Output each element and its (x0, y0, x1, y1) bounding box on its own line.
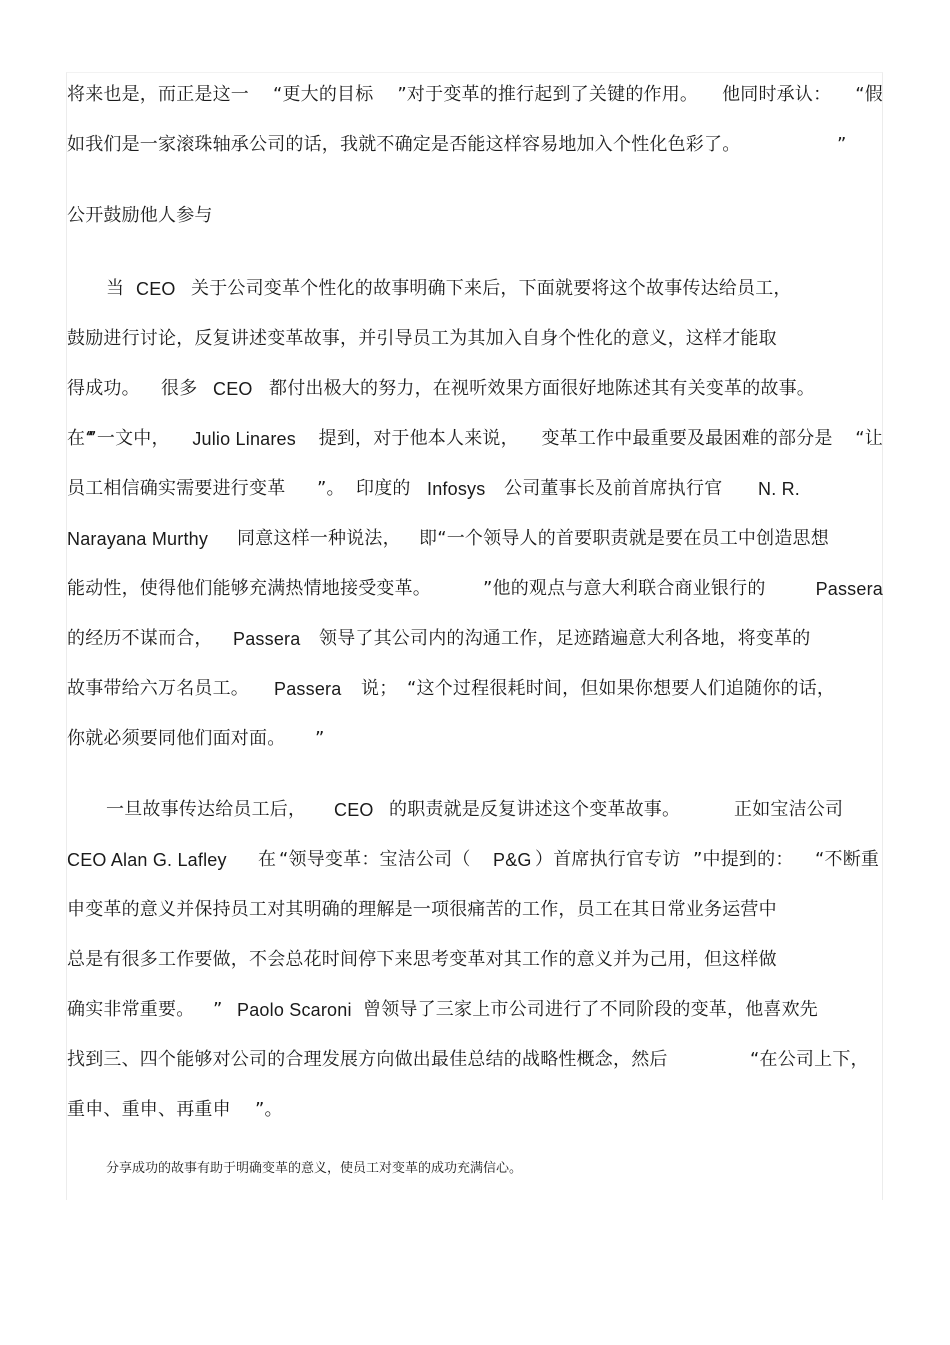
text-segment: Paolo Scaroni (237, 1000, 352, 1020)
text-segment: “让 (855, 428, 883, 449)
text-segment: Julio Linares (192, 429, 296, 449)
text-segment: ”中提到的： (693, 849, 794, 870)
text-segment: 一旦故事传达给员工后， (106, 799, 307, 820)
text-segment: ”。 (317, 478, 345, 499)
text-segment: 员工相信确实需要进行变革 (67, 478, 286, 499)
text-segment: ”对于变革的推行起到了关键的作用。 (397, 84, 699, 105)
text-segment: 重申、重申、再重申 (67, 1099, 231, 1120)
paragraph-2-line-10 (67, 727, 883, 751)
text-segment: 在“ (67, 428, 95, 449)
text-segment: 公司董事长及前首席执行官 (504, 478, 723, 499)
paragraph-3-line-2 (67, 848, 883, 873)
text-segment: 确实非常重要。 (67, 999, 195, 1020)
text-segment: 得成功。 (67, 378, 140, 399)
text-segment: 如我们是一家滚珠轴承公司的话，我就不确定是否能这样容易地加入个性化色彩了。 (67, 134, 741, 155)
text-segment: 你就必须要同他们面对面。 (67, 728, 286, 749)
paragraph-2-line-2 (67, 327, 883, 351)
text-segment: ”他的观点与意大利联合商业银行的 (483, 578, 766, 599)
text-segment: Passera (274, 679, 342, 699)
text-segment: “这个过程很耗时间，但如果你想要人们追随你的话， (407, 678, 836, 699)
text-segment: 即“一个领导人的首要职责就是要在员工中创造思想 (419, 528, 829, 549)
text-segment: 申变革的意义并保持员工对其明确的理解是一项很痛苦的工作，员工在其日常业务运营中 (67, 899, 777, 920)
text-segment: 能动性，使得他们能够充满热情地接受变革。 (67, 578, 431, 599)
text-segment: 总是有很多工作要做，不会总花时间停下来思考变革对其工作的意义并为己用，但这样做 (67, 949, 777, 970)
text-segment: 提到，对于他本人来说， (318, 428, 519, 449)
paragraph-3-line-4 (67, 948, 883, 972)
paragraph-3-line-5 (67, 998, 883, 1022)
text-segment: Narayana Murthy (67, 529, 209, 549)
text-segment: ” (213, 999, 223, 1020)
text-segment: Passera (815, 579, 883, 599)
text-segment: ” (837, 134, 847, 155)
text-segment: 曾领导了三家上市公司进行了不同阶段的变革，他喜欢先 (363, 999, 818, 1020)
text-segment: 鼓励进行讨论，反复讲述变革故事，并引导员工为其加入自身个性化的意义，这样才能取 (67, 328, 777, 349)
text-segment: CEO (213, 379, 253, 399)
text-segment: “不断重 (815, 849, 880, 870)
text-segment: 很多 (161, 378, 198, 399)
text-segment: “更大的目标 (272, 84, 374, 105)
text-segment: 说； (361, 678, 398, 699)
text-segment: P&G (493, 850, 532, 870)
text-segment: CEO (136, 279, 176, 299)
paragraph-3-line-7 (67, 1098, 883, 1122)
text-segment: 的经历不谋而合， (67, 628, 213, 649)
text-segment: 在 (258, 849, 277, 870)
paragraph-2-line-8 (67, 627, 883, 651)
text-segment: Passera (233, 629, 301, 649)
paragraph-2-line-3 (67, 377, 883, 401)
text-segment: CEO Alan G. Lafley (67, 850, 227, 870)
paragraph-1-line-1 (67, 83, 883, 107)
paragraph-1-line-2 (67, 133, 883, 157)
text-segment: “领导变革：宝洁公司（ (279, 849, 471, 870)
text-segment: “在公司上下， (750, 1049, 869, 1070)
text-segment: CEO (334, 800, 374, 820)
text-segment: 同意这样一种说法， (237, 528, 401, 549)
paragraph-2-line-9 (67, 677, 883, 701)
text-segment: 正如宝洁公司 (734, 799, 844, 820)
text-segment: 找到三、四个能够对公司的合理发展方向做出最佳总结的战略性概念，然后 (67, 1049, 668, 1070)
paragraph-3-line-3 (67, 898, 883, 922)
text-segment: 他同时承认： (722, 84, 832, 105)
text-segment: ” (315, 728, 325, 749)
paragraph-3-line-6 (67, 1048, 883, 1072)
text-segment: Infosys (427, 479, 486, 499)
paragraph-2-line-7 (67, 577, 883, 601)
text-segment: ”。 (255, 1099, 283, 1120)
text-segment: 领导了其公司内的沟通工作，足迹踏遍意大利各地，将变革的 (319, 628, 811, 649)
section-heading: 公开鼓励他人参与 (67, 205, 213, 226)
text-segment: N. R. (758, 479, 801, 499)
text-segment: 变革工作中最重要及最困难的部分是 (541, 428, 833, 449)
text-segment: 都付出极大的努力，在视听效果方面很好地陈述其有关变革的故事。 (269, 378, 815, 399)
paragraph-2-line-5 (67, 477, 883, 501)
text-segment: ”一文中， (87, 428, 170, 449)
text-segment: 当 (106, 278, 125, 299)
text-segment: 的职责就是反复讲述这个变革故事。 (389, 799, 681, 820)
paragraph-2-line-4 (67, 427, 883, 451)
paragraph-2-line-6 (67, 527, 883, 552)
text-segment: 印度的 (356, 478, 411, 499)
caption: 分享成功的故事有助于明确变革的意义，使员工对变革的成功充满信心。 (106, 1161, 523, 1176)
text-segment: ）首席执行官专访 (535, 849, 681, 870)
text-segment: 关于公司变革个性化的故事明确下来后，下面就要将这个故事传达给员工， (191, 278, 792, 299)
text-segment: 故事带给六万名员工。 (67, 678, 249, 699)
text-segment: “假 (855, 84, 883, 105)
text-segment: 将来也是，而正是这一 (67, 84, 249, 105)
